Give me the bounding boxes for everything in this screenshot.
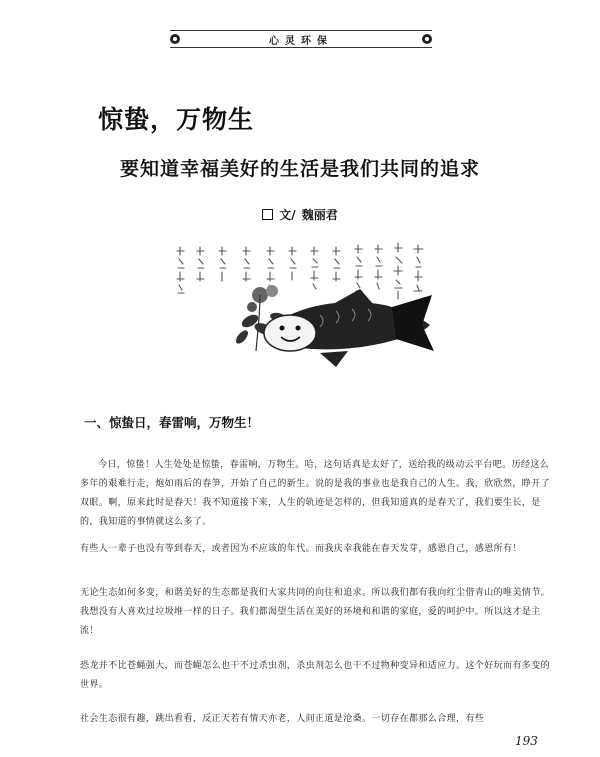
byline-box-icon: [262, 209, 273, 220]
paragraph-4: 恐龙并不比苍蝇强大，而苍蝇怎么也干不过杀虫剂，杀虫剂怎么也干不过物种变异和适应力。这个好玩而有多变的世界。: [80, 661, 551, 690]
article-subtitle: 要知道幸福美好的生活是我们共同的追求: [119, 158, 480, 180]
section-name: 心灵环保: [269, 35, 333, 47]
paragraph-2: 有些人一辈子也没有等到春天，或者因为不应该的年代。而我庆幸我能在春天发芽，感恩自己，感恩所有！: [80, 544, 522, 554]
author-name: 魏丽君: [301, 208, 338, 222]
header-rule-bottom: [170, 47, 432, 48]
header-inner: [170, 32, 432, 46]
page-number: 193: [515, 734, 538, 748]
carp-fish: [264, 289, 434, 367]
left-ornament-icon: [170, 34, 180, 44]
article-title: 惊蛰，万物生: [98, 105, 255, 134]
paragraph-3: 无论生态如何多变，和谐美好的生态都是我们大家共同的向往和追求。所以我们都有我向红尘借青山的唯美情节。我想没有人喜欢过垃圾堆一样的日子。我们都渴望生活在美好的环境和和谐的家庭，爱的呵护中。所以这才是主流！: [80, 588, 551, 636]
paragraph-5: 社会生态很有趣，跳出看看，反正天若有情天亦老，人间正道是沧桑。一切存在都那么合理，有些: [80, 714, 485, 724]
byline: [0, 206, 600, 223]
calligraphy-marks: [177, 243, 423, 299]
ink-painting: [160, 233, 440, 383]
right-ornament-icon: [422, 34, 432, 44]
paragraph-1: 今日，惊蛰！人生处处是惊蛰，春雷响，万物生。哈，这句话真是太好了，送给我的级动云平台吧。历经这么多年的艰难行走，炮如雨后的春笋，开始了自己的新生。说的是我的事业也是我自己的人生。我，欣欣然，睁开了双眼。啊，原来此时是春天！我不知道接下来，人生的轨迹是怎样的，但我知道真的是春天了，我们要生长，是的，我知道的事情就这么多了。: [80, 460, 551, 527]
running-header: [0, 0, 600, 55]
author-prefix: 文/: [279, 208, 296, 222]
section-heading: 一、惊蛰日，春雷响，万物生！: [84, 415, 260, 430]
